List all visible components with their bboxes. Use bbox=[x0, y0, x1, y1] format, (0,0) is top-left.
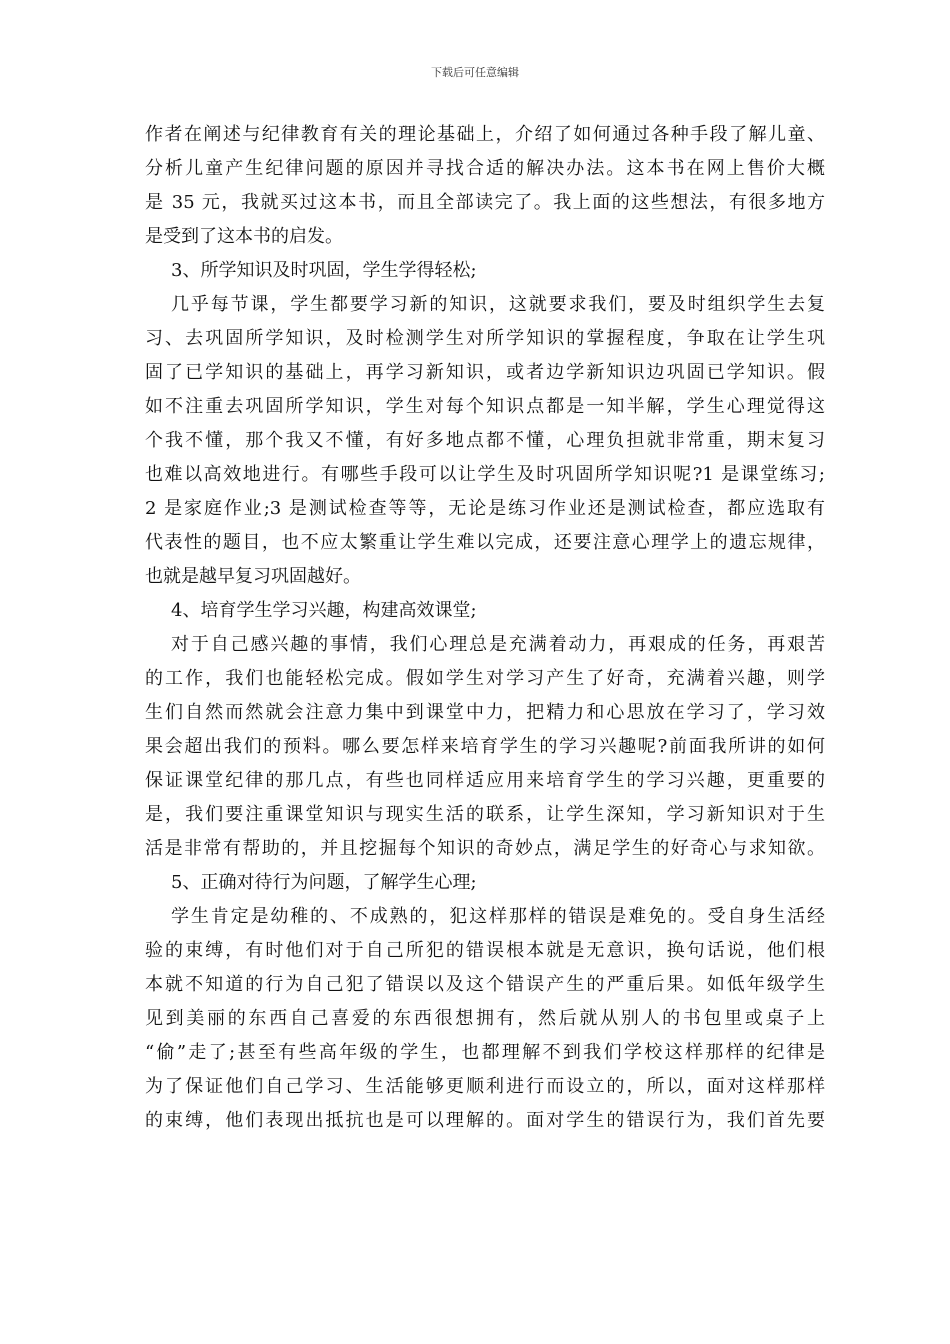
section-heading: 3、所学知识及时巩固，学生学得轻松; bbox=[171, 260, 477, 281]
text-line: 如不注重去巩固所学知识，学生对每个知识点都是一知半解，学生心理觉得这 bbox=[145, 396, 825, 417]
text-line: “偷”走了;甚至有些高年级的学生，也都理解不到我们学校这样那样的纪律是 bbox=[145, 1042, 825, 1063]
body-text bbox=[145, 118, 825, 1138]
text-line: 是 35 元，我就买过这本书，而且全部读完了。我上面的这些想法，有很多地方 bbox=[145, 192, 825, 213]
text-line: 分析儿童产生纪律问题的原因并寻找合适的解决办法。这本书在网上售价大概 bbox=[145, 158, 825, 179]
text-line: 2 是家庭作业;3 是测试检查等等，无论是练习作业还是测试检查，都应选取有 bbox=[145, 498, 825, 519]
text-line: 生们自然而然就会注意力集中到课堂中力，把精力和心思放在学习了，学习效 bbox=[145, 702, 825, 723]
text-line: 代表性的题目，也不应太繁重让学生难以完成，还要注意心理学上的遗忘规律， bbox=[145, 532, 825, 553]
text-line: 见到美丽的东西自己喜爱的东西很想拥有，然后就从别人的书包里或桌子上 bbox=[145, 1008, 825, 1029]
text-line: 保证课堂纪律的那几点，有些也同样适应用来培育学生的学习兴趣，更重要的 bbox=[145, 770, 825, 791]
text-line: 作者在阐述与纪律教育有关的理论基础上，介绍了如何通过各种手段了解儿童、 bbox=[145, 124, 825, 145]
text-line: 学生肯定是幼稚的、不成熟的，犯这样那样的错误是难免的。受自身生活经 bbox=[171, 906, 825, 927]
text-line: 是受到了这本书的启发。 bbox=[145, 226, 343, 247]
text-line: 的束缚，他们表现出抵抗也是可以理解的。面对学生的错误行为，我们首先要 bbox=[145, 1110, 825, 1131]
page-header: 下载后可任意编辑 bbox=[431, 66, 519, 79]
text-line: 几乎每节课，学生都要学习新的知识，这就要求我们，要及时组织学生去复 bbox=[171, 294, 825, 315]
text-line: 也难以高效地进行。有哪些手段可以让学生及时巩固所学知识呢?1 是课堂练习; bbox=[145, 464, 825, 485]
text-line: 验的束缚，有时他们对于自己所犯的错误根本就是无意识，换句话说，他们根 bbox=[145, 940, 825, 961]
section-heading: 4、培育学生学习兴趣，构建高效课堂; bbox=[171, 600, 477, 621]
text-line: 是，我们要注重课堂知识与现实生活的联系，让学生深知，学习新知识对于生 bbox=[145, 804, 825, 825]
text-line: 的工作，我们也能轻松完成。假如学生对学习产生了好奇，充满着兴趣，则学 bbox=[145, 668, 825, 689]
text-line: 本就不知道的行为自己犯了错误以及这个错误产生的严重后果。如低年级学生 bbox=[145, 974, 825, 995]
text-line: 也就是越早复习巩固越好。 bbox=[145, 566, 361, 587]
text-line: 个我不懂，那个我又不懂，有好多地点都不懂，心理负担就非常重，期末复习 bbox=[145, 430, 825, 451]
text-line: 对于自己感兴趣的事情，我们心理总是充满着动力，再艰成的任务，再艰苦 bbox=[171, 634, 825, 655]
text-line: 为了保证他们自己学习、生活能够更顺利进行而设立的，所以，面对这样那样 bbox=[145, 1076, 825, 1097]
text-line: 活是非常有帮助的，并且挖掘每个知识的奇妙点，满足学生的好奇心与求知欲。 bbox=[145, 838, 825, 859]
section-heading: 5、正确对待行为问题，了解学生心理; bbox=[171, 872, 477, 893]
text-line: 固了已学知识的基础上，再学习新知识，或者边学新知识边巩固已学知识。假 bbox=[145, 362, 825, 383]
text-line: 习、去巩固所学知识，及时检测学生对所学知识的掌握程度，争取在让学生巩 bbox=[145, 328, 825, 349]
text-line: 果会超出我们的预料。哪么要怎样来培育学生的学习兴趣呢?前面我所讲的如何 bbox=[145, 736, 825, 757]
